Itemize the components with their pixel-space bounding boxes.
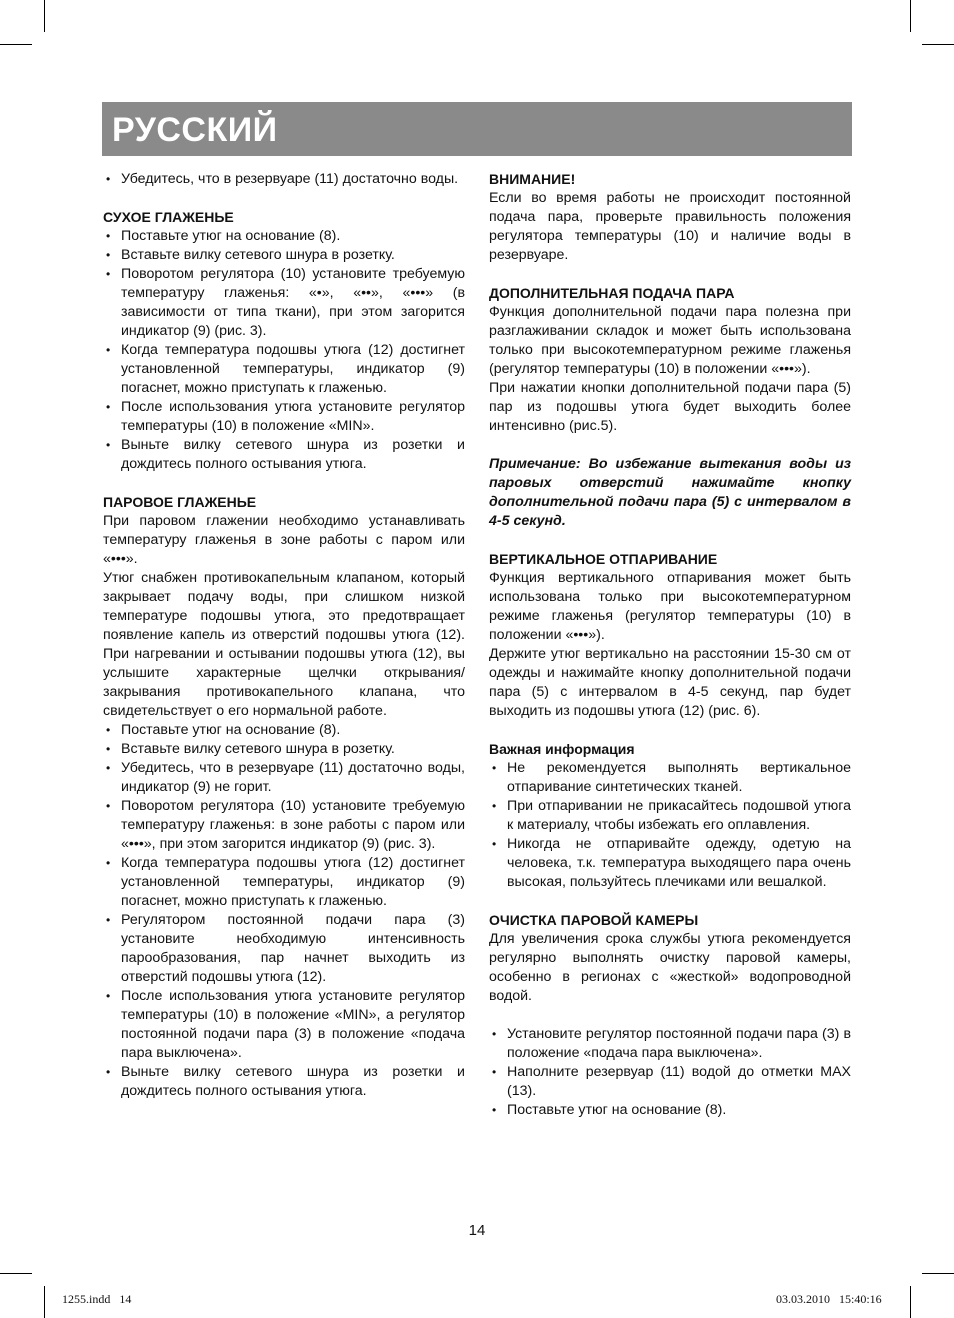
steam-ironing-heading: ПАРОВОЕ ГЛАЖЕНЬЕ (103, 494, 257, 510)
attention-heading: ВНИМАНИЕ! (489, 171, 576, 187)
list-item: • Когда температура подошвы утюга (12) достигнет установленной температуры, индикатор (9) погаснет, можно приступать к глаженью. (103, 854, 465, 911)
list-item: • После использования утюга установите регулятор температуры (10) в положение «MIN». (103, 398, 465, 436)
list-item: • Поставьте утюг на основание (8). (103, 227, 465, 246)
intro-list (103, 170, 465, 189)
paragraph: При нажатии кнопки дополнительной подачи пара (5) пар из подошвы утюга будет выходить более интенсивно (рис.5). (489, 380, 851, 434)
footer-file: 1255.indd 14 (62, 1292, 132, 1306)
list-item: • Вставьте вилку сетевого шнура в розетку. (103, 246, 465, 265)
list-item: • Убедитесь, что в резервуаре (11) достаточно воды, индикатор (9) не горит. (103, 759, 465, 797)
list-item: • После использования утюга установите регулятор температуры (10) в положение «MIN», а регулятор постоянной подачи пара (3) в положение «подача пара выключена». (103, 987, 465, 1063)
paragraph: Функция вертикального отпаривания может быть использована только при высокотемпературном режиме глаженья (регулятор температуры (10) в положении «•••»). (489, 570, 851, 643)
dry-ironing-list (103, 227, 465, 474)
vertical-steam-heading: ВЕРТИКАЛЬНОЕ ОТПАРИВАНИЕ (489, 551, 718, 567)
language-banner (102, 102, 852, 156)
list-item: • Вставьте вилку сетевого шнура в розетку. (103, 740, 465, 759)
list-item: • Поставьте утюг на основание (8). (103, 721, 465, 740)
crop-mark (44, 1286, 45, 1318)
list-item: • Убедитесь, что в резервуаре (11) достаточно воды. (103, 170, 465, 189)
footer-timestamp: 03.03.2010 15:40:16 (776, 1292, 882, 1306)
left-column (103, 170, 465, 1101)
crop-mark (910, 0, 911, 32)
cleaning-list (489, 1025, 851, 1120)
paragraph: Если во время работы не происходит постоянной подача пара, проверьте правильность положения регулятора температуры (10) и наличие воды в резервуаре. (489, 190, 851, 263)
list-item: • Поставьте утюг на основание (8). (489, 1101, 851, 1120)
important-info-heading: Важная информация (489, 741, 635, 757)
crop-mark (910, 1286, 911, 1318)
list-item: • Выньте вилку сетевого шнура из розетки и дождитесь полного остывания утюга. (103, 1063, 465, 1101)
extra-steam-heading: ДОПОЛНИТЕЛЬНАЯ ПОДАЧА ПАРА (489, 285, 735, 301)
list-item: • Когда температура подошвы утюга (12) достигнет установленной температуры, индикатор (9) погаснет, можно приступать к глаженью. (103, 341, 465, 398)
cleaning-heading: ОЧИСТКА ПАРОВОЙ КАМЕРЫ (489, 912, 699, 928)
list-item: • Поворотом регулятора (10) установите требуемую температуру глаженья: «•», «••», «•••» (в зависимости от типа ткани), при этом загорится индикатор (9) (рис. 3). (103, 265, 465, 341)
list-item: • При отпаривании не прикасайтесь подошвой утюга к материалу, чтобы избежать его оплавления. (489, 797, 851, 835)
paragraph: При паровом глажении необходимо устанавливать температуру глаженья в зоне работы с паром или «•••». (103, 513, 465, 567)
note: Примечание: Во избежание вытекания воды из паровых отверстий нажимайте кнопку дополнительной подачи пара (5) с интервалом в 4-5 секунд. (489, 456, 851, 529)
page-number: 14 (468, 1222, 486, 1239)
important-info-list (489, 759, 851, 892)
paragraph: Держите утюг вертикально на расстоянии 15-30 см от одежды и нажимайте кнопку дополнительной подачи пара (5) с интервалом в 4-5 секунд, пар будет выходить из подошвы утюга (12) (рис. 6). (489, 646, 851, 719)
list-item: • Наполните резервуар (11) водой до отметки MAX (13). (489, 1063, 851, 1101)
crop-mark (0, 1273, 32, 1274)
steam-ironing-list (103, 721, 465, 1101)
list-item: • Никогда не отпаривайте одежду, одетую на человека, т.к. температура выходящего пара очень высокая, пользуйтесь плечиками или вешалкой. (489, 835, 851, 892)
list-item: • Поворотом регулятора (10) установите требуемую температуру глаженья: в зоне работы с паром или «•••», при этом загорится индикатор (9) (рис. 3). (103, 797, 465, 854)
list-item: • Регулятором постоянной подачи пара (3) установите необходимую интенсивность парообразования, пар начнет выходить из отверстий подошвы утюга (12). (103, 911, 465, 987)
crop-mark (922, 44, 954, 45)
list-item: • Не рекомендуется выполнять вертикальное отпаривание синтетических тканей. (489, 759, 851, 797)
dry-ironing-heading: СУХОЕ ГЛАЖЕНЬЕ (103, 209, 234, 225)
list-item: • Выньте вилку сетевого шнура из розетки и дождитесь полного остывания утюга. (103, 436, 465, 474)
crop-mark (0, 44, 32, 45)
paragraph: Функция дополнительной подачи пара полезна при разглаживании складок и может быть использована только при высокотемпературном режиме глаженья (регулятор температуры (10) в положении «•••»). (489, 304, 851, 377)
list-item: • Установите регулятор постоянной подачи пара (3) в положение «подача пара выключена». (489, 1025, 851, 1063)
paragraph: Для увеличения срока службы утюга рекомендуется регулярно выполнять очистку паровой камеры, особенно в регионах с «жесткой» водопроводной водой. (489, 931, 851, 1004)
crop-mark (44, 0, 45, 32)
right-column (489, 170, 851, 1120)
language-title: РУССКИЙ (112, 111, 278, 149)
paragraph: Утюг снабжен противокапельным клапаном, который закрывает подачу воды, при слишком низкой температуре подошвы утюга, это предотвращает появление капель из отверстий подошвы утюга (12). При нагревании и остывании подошвы утюга (12), вы услышите характерные щелчки открывания/закрывания противокапельного клапана, что свидетельствует о его нормальной работе. (103, 570, 465, 719)
crop-mark (922, 1273, 954, 1274)
